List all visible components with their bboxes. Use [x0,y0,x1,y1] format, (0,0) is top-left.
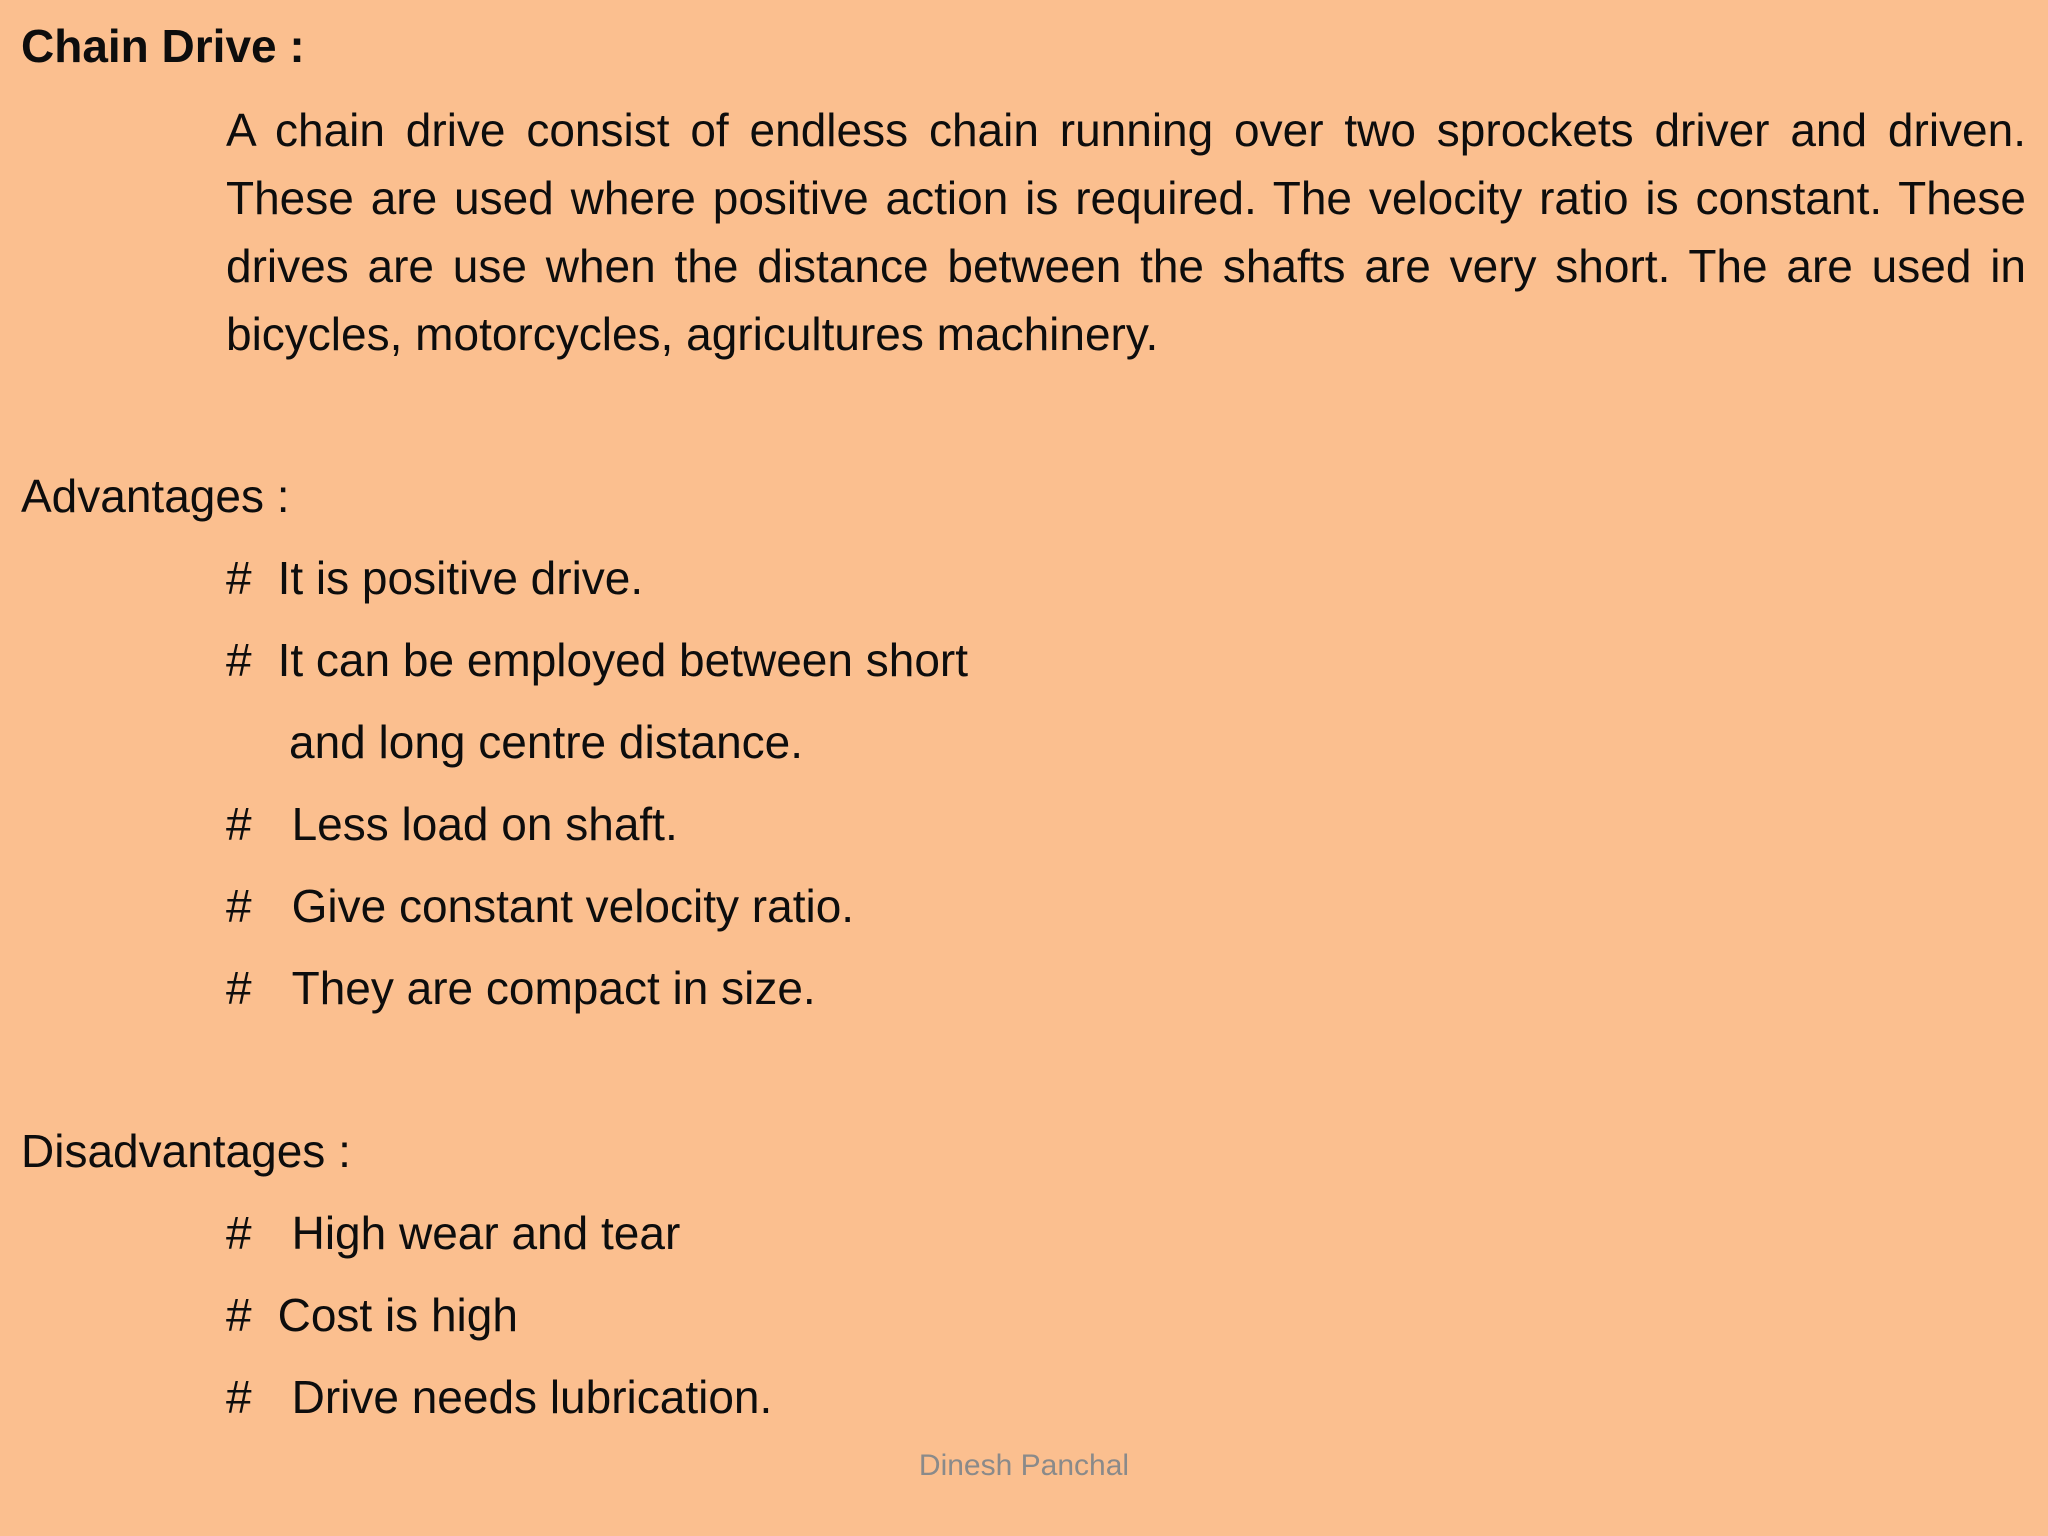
bullet-hash: # [226,962,252,1014]
disadvantage-item [226,1283,518,1347]
bullet-hash: # [226,880,252,932]
slide-title: Chain Drive : [21,20,305,72]
disadvantage-item [226,1201,680,1265]
bullet-hash: # [226,552,252,604]
bullet-hash: # [226,1289,252,1341]
advantage-item [226,956,816,1020]
advantage-item [226,792,678,856]
disadvantage-text: Drive needs lubrication. [291,1371,773,1423]
bullet-hash: # [226,634,252,686]
advantage-item [226,546,643,610]
disadvantage-item [226,1365,772,1429]
advantage-text: Less load on shaft. [291,798,678,850]
description-paragraph: A chain drive consist of endless chain running over two sprockets driver and driven. These are used where positive action is required. The velocity ratio is constant. These drives are use when the distance between the shafts are very short. The are used in bicycles, motorcycles, agricultures machinery. [226,104,2026,360]
advantage-text: It is positive drive. [277,552,644,604]
advantages-heading: Advantages : [21,470,290,522]
footer-author: Dinesh Panchal [918,1449,1130,1482]
advantage-item [226,628,968,692]
disadvantage-text: Cost is high [277,1289,518,1341]
advantage-item [226,874,854,938]
bullet-hash: # [226,798,252,850]
advantage-continuation: and long centre distance. [289,716,804,768]
disadvantage-text: High wear and tear [291,1207,681,1259]
advantage-text: It can be employed between short [277,634,969,686]
bullet-hash: # [226,1207,252,1259]
disadvantages-heading: Disadvantages : [21,1125,351,1177]
advantage-text: Give constant velocity ratio. [291,880,855,932]
bullet-hash: # [226,1371,252,1423]
advantage-text: They are compact in size. [291,962,816,1014]
